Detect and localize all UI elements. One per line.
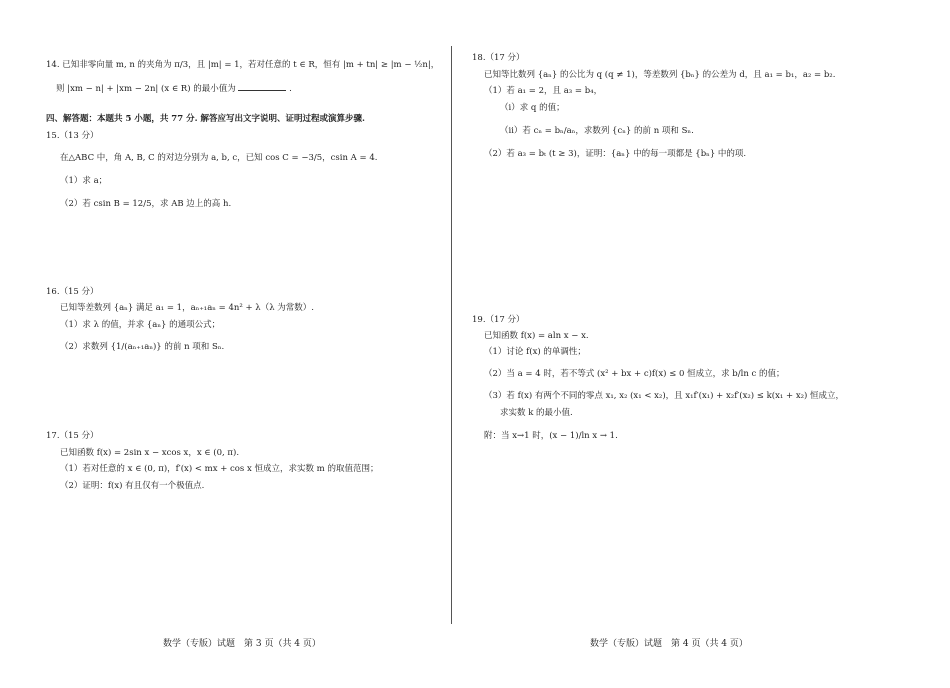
page-3 xyxy=(0,0,452,688)
q18-header: 18.（17 分） xyxy=(472,53,525,63)
q17-stem: 已知函数 f(x) = 2sin x − xcos x，x ∈ (0, π). xyxy=(60,448,240,458)
q16-stem: 已知等差数列 {aₙ} 满足 a₁ = 1，aₙ₊₁aₙ = 4n² + λ（λ 为常数）. xyxy=(60,303,314,313)
q18-part2: （2）若 a₃ = bₜ (t ≥ 3)，证明：{aₙ} 中的每一项都是 {bₙ} 中的项. xyxy=(484,149,747,159)
q19-part2: （2）当 a = 4 时，若不等式 (x² + bx + c)f(x) ≤ 0 恒成立，求 b/ln c 的值； xyxy=(484,369,785,379)
q18-part1-i: （ⅰ）求 q 的值； xyxy=(500,103,565,113)
q15-stem: 在△ABC 中，角 A, B, C 的对边分别为 a, b, c，已知 cos C = −3/5，csin A = 4. xyxy=(60,153,378,163)
q15-header: 15.（13 分） xyxy=(46,131,99,141)
q15-part2: （2）若 csin B = 12/5，求 AB 边上的高 h. xyxy=(60,199,232,209)
q19-stem: 已知函数 f(x) = aln x − x. xyxy=(484,331,589,341)
q19-part1: （1）讨论 f(x) 的单调性； xyxy=(484,347,586,357)
q17-header: 17.（15 分） xyxy=(46,431,99,441)
q18-part1-ii: （ⅱ）若 cₙ = bₙ/aₙ，求数列 {cₙ} 的前 n 项和 Sₙ. xyxy=(500,126,694,136)
q14-line2-text: 则 |xm − n| + |xm − 2n| (x ∈ R) 的最小值为 xyxy=(56,84,236,94)
q16-part1: （1）求 λ 的值，并求 {aₙ} 的通项公式； xyxy=(60,320,221,330)
q16-header: 16.（15 分） xyxy=(46,287,99,297)
q14-line2-end: . xyxy=(289,84,292,94)
q18-part1: （1）若 a₁ = 2，且 a₃ = b₄， xyxy=(484,86,603,96)
q19-note: 附：当 x→1 时，(x − 1)/ln x → 1. xyxy=(484,431,618,441)
q19-header: 19.（17 分） xyxy=(472,315,525,325)
q14-line2 xyxy=(56,82,292,95)
q19-part3: （3）若 f(x) 有两个不同的零点 x₁, x₂ (x₁ < x₂)，且 x₁f′(x₁) + x₂f′(x₂) ≤ k(x₁ + x₂) 恒成立， xyxy=(484,391,845,401)
q16-part2: （2）求数列 {1/(aₙ₊₁aₙ)} 的前 n 项和 Sₙ. xyxy=(60,342,225,352)
q17-part1: （1）若对任意的 x ∈ (0, π)，f′(x) < mx + cos x 恒成立，求实数 m 的取值范围； xyxy=(60,464,379,474)
answer-blank xyxy=(238,82,286,91)
page-4 xyxy=(460,0,950,688)
q15-part1: （1）求 a； xyxy=(60,176,108,186)
q17-part2: （2）证明：f(x) 有且仅有一个极值点. xyxy=(60,481,205,491)
q19-part3b: 求实数 k 的最小值. xyxy=(500,408,573,418)
q18-stem: 已知等比数列 {aₙ} 的公比为 q (q ≠ 1)，等差数列 {bₙ} 的公差为 d，且 a₁ = b₁，a₂ = b₂. xyxy=(484,70,836,80)
page-3-footer: 数学（专版）试题 第 3 页（共 4 页） xyxy=(163,639,321,649)
column-divider xyxy=(451,46,452,624)
section-heading: 四、解答题：本题共 5 小题，共 77 分. 解答应写出文字说明、证明过程或演算步骤. xyxy=(46,114,365,124)
page-4-footer: 数学（专版）试题 第 4 页（共 4 页） xyxy=(590,639,748,649)
q14-line1: 14. 已知非零向量 m, n 的夹角为 π/3，且 |m| = 1，若对任意的 t ∈ R，恒有 |m + tn| ≥ |m − ½n|， xyxy=(46,60,440,70)
